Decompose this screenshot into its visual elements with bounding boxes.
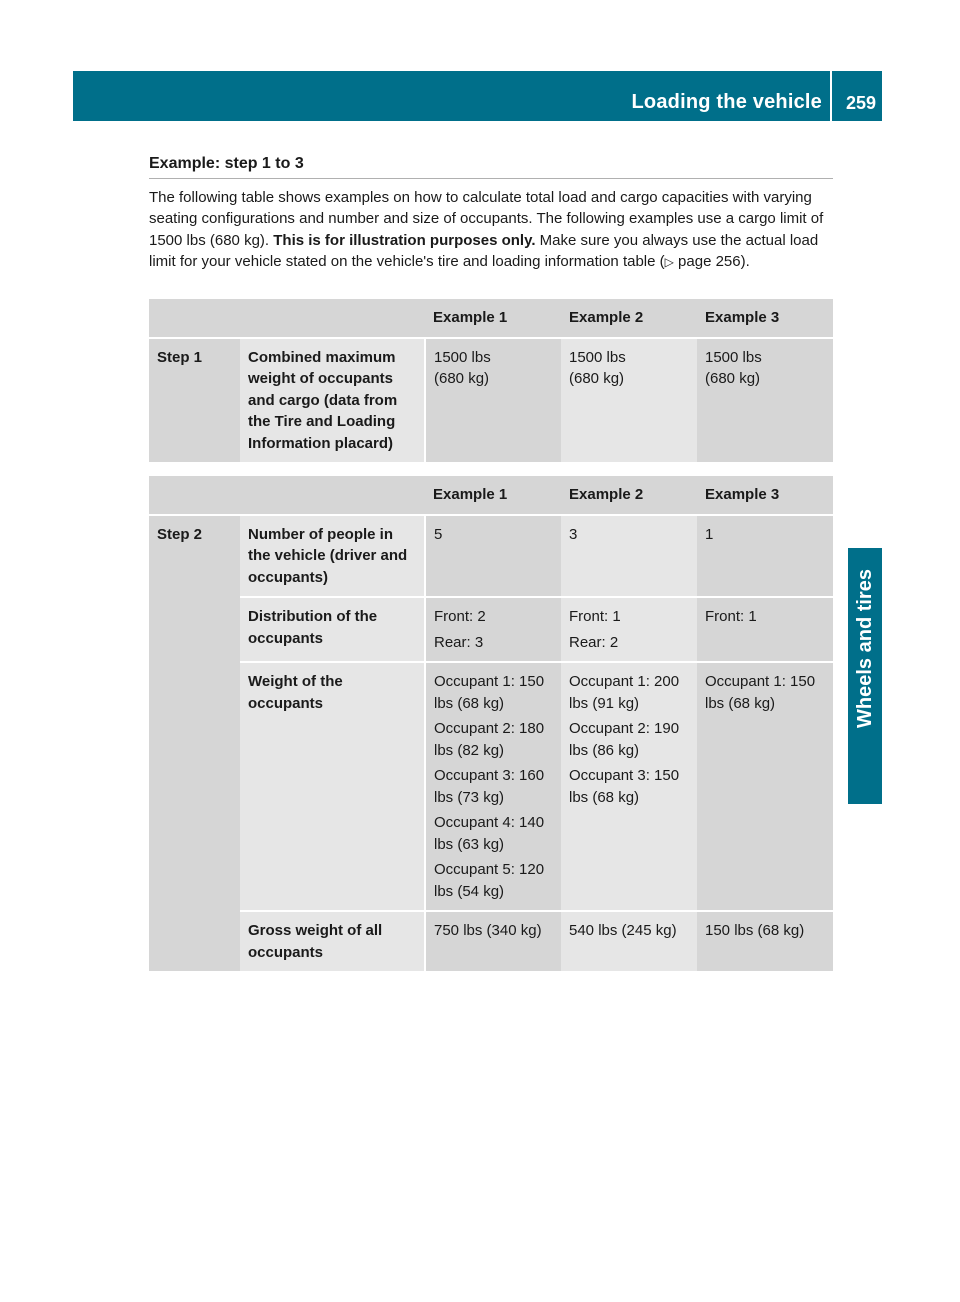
side-tab-label: Wheels and tires xyxy=(853,568,876,728)
value-cell: 1500 lbs (680 kg) xyxy=(425,338,561,464)
header-cell-example-2: Example 2 xyxy=(561,476,697,515)
value-text: Occupant 3: 160 lbs (73 kg) xyxy=(434,767,545,806)
table-row xyxy=(149,597,833,662)
value-text: Front: 1 xyxy=(569,608,621,625)
value-cell xyxy=(561,597,697,662)
value-text: 150 lbs (68 kg) xyxy=(705,922,805,939)
value-text: Front: 1 xyxy=(705,608,757,625)
header-cell xyxy=(240,299,425,338)
value-text: Occupant 1: 150 lbs (68 kg) xyxy=(434,673,545,712)
value-cell xyxy=(425,911,561,972)
step-cell: Step 2 xyxy=(149,515,240,973)
table-header-row xyxy=(149,299,833,338)
intro-bold: This is for illustration purposes only. xyxy=(273,231,536,249)
row-label: Distribution of the occupants xyxy=(240,597,425,662)
page-ref-arrow-icon: ▷ xyxy=(664,254,674,269)
header-cell xyxy=(149,476,240,515)
value-text: Occupant 1: 200 lbs (91 kg) xyxy=(569,673,680,712)
value-cell xyxy=(697,597,833,662)
value-text: 3 xyxy=(569,525,578,543)
header-cell-example-1: Example 1 xyxy=(425,476,561,515)
header-cell-example-2: Example 2 xyxy=(561,299,697,338)
value-text: Occupant 2: 180 lbs (82 kg) xyxy=(434,720,545,759)
value-cell xyxy=(697,662,833,911)
table-row xyxy=(149,338,833,464)
table-row xyxy=(149,515,833,598)
value-text: 750 lbs (340 kg) xyxy=(434,922,542,939)
value-text: Occupant 3: 150 lbs (68 kg) xyxy=(569,767,680,806)
value-text: Rear: 3 xyxy=(434,633,484,651)
value-cell: 1500 lbs (680 kg) xyxy=(561,338,697,464)
header-divider xyxy=(830,71,832,121)
value-text: 5 xyxy=(434,525,443,543)
table-row xyxy=(149,911,833,972)
header-cell-example-3: Example 3 xyxy=(697,299,833,338)
section-heading: Example: step 1 to 3 xyxy=(149,155,833,179)
value-text: 1 xyxy=(705,525,714,543)
value-text: Front: 2 xyxy=(434,608,486,625)
value-cell xyxy=(561,662,697,911)
side-tab-label-wrap xyxy=(848,548,882,748)
header-cell-example-3: Example 3 xyxy=(697,476,833,515)
intro-text-2: Make sure you always use the actual load limit for your vehicle stated on the vehicle's tire and loading information table ( xyxy=(149,231,819,270)
value-cell xyxy=(425,597,561,662)
step-cell: Step 1 xyxy=(149,338,240,464)
row-label: Weight of the occupants xyxy=(240,662,425,911)
table-row xyxy=(149,662,833,911)
value-cell xyxy=(425,662,561,911)
row-label: Gross weight of all occupants xyxy=(240,911,425,972)
value-cell xyxy=(425,515,561,598)
value-text: Occupant 4: 140 lbs (63 kg) xyxy=(434,814,545,853)
step2-table xyxy=(149,476,833,973)
value-text: 540 lbs (245 kg) xyxy=(569,922,677,939)
value-cell xyxy=(561,515,697,598)
page-header xyxy=(73,71,882,121)
value-cell xyxy=(697,515,833,598)
intro-text-3: page 256). xyxy=(673,252,750,270)
step1-table xyxy=(149,299,833,464)
row-label: Combined maximum weight of occupants and cargo (data from the Tire and Loading Information placard) xyxy=(240,338,425,464)
value-text: Occupant 1: 150 lbs (68 kg) xyxy=(705,673,816,712)
header-cell xyxy=(149,299,240,338)
value-cell: 1500 lbs (680 kg) xyxy=(697,338,833,464)
value-text: Occupant 2: 190 lbs (86 kg) xyxy=(569,720,680,759)
intro-text-1: The following table shows examples on how to calculate total load and cargo capacities with varying seating configurations and number and size of occupants. The following examples use a cargo limit of 1500 lbs (680 kg). xyxy=(149,189,824,249)
intro-paragraph xyxy=(149,187,835,273)
table-header-row xyxy=(149,476,833,515)
value-text: Occupant 5: 120 lbs (54 kg) xyxy=(434,861,545,900)
header-cell-example-1: Example 1 xyxy=(425,299,561,338)
value-text: Rear: 2 xyxy=(569,633,619,651)
page-title: Loading the vehicle xyxy=(631,91,822,113)
header-cell xyxy=(240,476,425,515)
row-label: Number of people in the vehicle (driver and occupants) xyxy=(240,515,425,598)
value-cell xyxy=(561,911,697,972)
value-cell xyxy=(697,911,833,972)
step2-table-body xyxy=(149,515,833,973)
page-number: 259 xyxy=(845,93,876,113)
